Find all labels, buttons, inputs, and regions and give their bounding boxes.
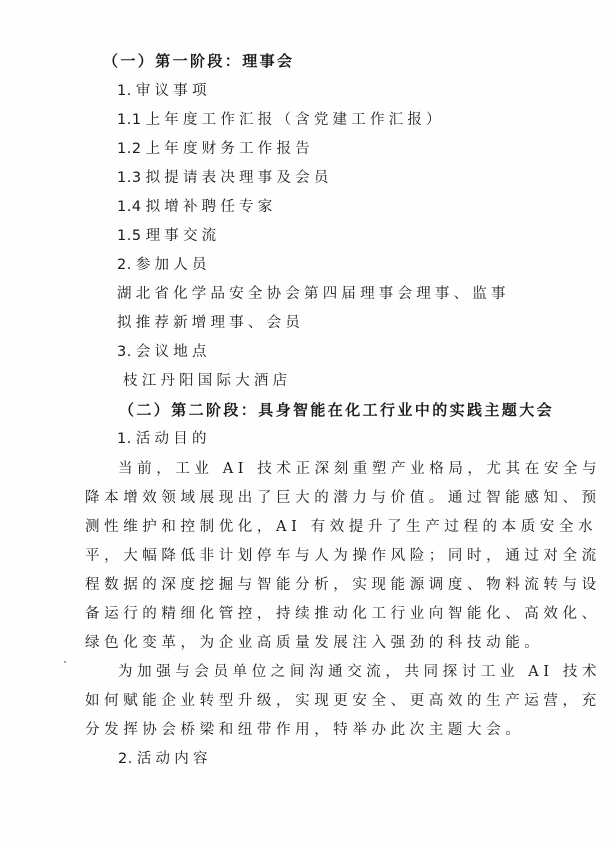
- section2-heading: （二）第二阶段：具身智能在化工行业中的实践主题大会: [119, 401, 555, 419]
- paragraph1-line: 测性维护和控制优化，AI 有效提升了生产过程的本质安全水: [85, 519, 598, 535]
- paragraph2-line: 为加强与会员单位之间沟通交流，共同探讨工业 AI 技术: [118, 664, 602, 680]
- paragraph1-line: 降本增效领域展现出了巨大的潜力与价值。通过智能感知、预: [85, 490, 601, 506]
- paragraph1-line: 备运行的精细化管控，持续推动化工行业向智能化、高效化、: [85, 606, 601, 622]
- scan-artifact-dot: [64, 661, 66, 663]
- item-1-3: [117, 168, 333, 188]
- item-1-1: [117, 110, 445, 130]
- item-number: 1.: [117, 83, 132, 99]
- item-number: 1.4: [117, 199, 142, 215]
- section1-heading: （一）第一阶段：理事会: [103, 52, 295, 70]
- item-participants-label: [117, 255, 211, 275]
- item-number: 2.: [117, 257, 132, 273]
- item-content-label: [118, 749, 212, 769]
- item-1-4: [117, 197, 276, 217]
- item-text: 活动内容: [136, 751, 212, 767]
- paragraph1-line: 程数据的深度挖掘与智能分析，实现能源调度、物料流转与设: [85, 577, 601, 593]
- item-number: 1.: [117, 431, 132, 447]
- item-location-label: [117, 342, 211, 362]
- item-1-5: [117, 226, 220, 246]
- item-number: 1.2: [117, 141, 142, 157]
- paragraph1-line: 绿色化变革，为企业高质量发展注入强劲的科技动能。: [85, 635, 544, 651]
- participant-line: 湖北省化学品安全协会第四届理事会理事、监事: [117, 286, 510, 302]
- location-value: 枝江丹阳国际大酒店: [123, 373, 292, 389]
- item-text: 会议地点: [135, 344, 211, 360]
- item-1-2: [117, 139, 314, 159]
- paragraph2-line: 分发挥协会桥梁和纽带作用，特举办此次主题大会。: [85, 722, 525, 738]
- item-text: 理事交流: [145, 228, 221, 244]
- item-text: 拟增补聘任专家: [145, 199, 277, 215]
- item-review-matters: [117, 81, 211, 101]
- participant-line: 拟推荐新增理事、会员: [117, 315, 304, 331]
- item-text: 审议事项: [135, 83, 211, 99]
- item-number: 1.1: [117, 112, 142, 128]
- item-number: 1.3: [117, 170, 142, 186]
- paragraph1-line: 当前，工业 AI 技术正深刻重塑产业格局，尤其在安全与: [118, 461, 602, 477]
- item-text: 拟提请表决理事及会员: [145, 170, 333, 186]
- item-text: 上年度工作汇报（含党建工作汇报）: [145, 112, 445, 128]
- item-purpose-label: [117, 429, 211, 449]
- item-text: 上年度财务工作报告: [145, 141, 314, 157]
- item-text: 参加人员: [135, 257, 211, 273]
- paragraph1-line: 平，大幅降低非计划停车与人为操作风险；同时，通过对全流: [85, 548, 601, 564]
- item-number: 3.: [117, 344, 132, 360]
- item-number: 2.: [118, 751, 133, 767]
- paragraph2-line: 如何赋能企业转型升级，实现更安全、更高效的生产运营，充: [85, 693, 601, 709]
- item-text: 活动目的: [135, 431, 211, 447]
- item-number: 1.5: [117, 228, 142, 244]
